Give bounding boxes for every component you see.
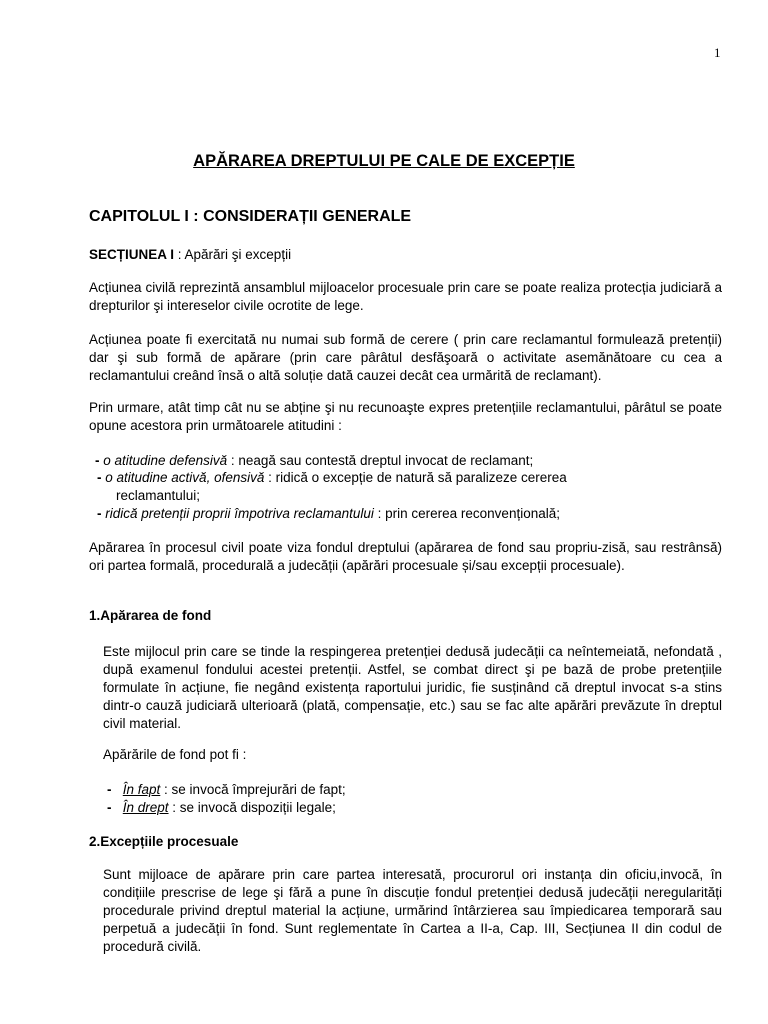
fond-term: În drept: [122, 800, 169, 815]
section-title: : Apărări şi excepții: [174, 247, 292, 262]
document-title: APĂRAREA DREPTULUI PE CALE DE EXCEPȚIE: [193, 152, 575, 170]
paragraph-1: Acțiunea civilă reprezintă ansamblul mijloacelor procesuale prin care se poate realiza protecția judiciară a drepturilor şi intereselor civile ocrotite de lege.: [89, 280, 722, 313]
fond-term: În fapt: [122, 782, 161, 797]
paragraph-5: Este mijlocul prin care se tinde la respingerea pretenției dedusă judecății ca neîntemeiată, nefondată , după examenul fondului acestei pretenții. Astfel, se combat direct şi pe bază de probe pretențiile formulate în acțiune, fie negând existența raportului juridic, fie susținând că dreptul invocat s-a stins dintr-o cauză judiciară ulterioară (plată, compensație, etc.) sau se fac alte apărări prevăzute în dreptul civil material.: [103, 644, 722, 731]
paragraph-3: Prin urmare, atât timp cât nu se abține şi nu recunoaşte expres pretențiile reclamantului, pârâtul se poate opune acestora prin următoarele atitudini :: [89, 400, 722, 433]
heading-number: 2.: [89, 834, 101, 849]
paragraph-7: Sunt mijloace de apărare prin care partea interesată, procurorul ori instanța din oficiu,invocă, în condițiile prescrise de lege şi fără a pune în discuție fondul pretenției dedusă judecății neregularități procedurale privind dreptul material la acțiune, urmărind întârzierea sau împiedicarea temporară sau perpetuă a judecății în fond. Sunt reglementate în Cartea a II-a, Cap. III, Secțiunea II din codul de procedură civilă.: [103, 867, 722, 954]
list-dash: -: [97, 470, 102, 485]
list-dash: -: [107, 782, 112, 797]
attitude-text: : ridică o excepție de natură să paralizeze cererea: [264, 470, 567, 485]
attitude-item-1: [95, 452, 533, 470]
heading-exceptiile-procesuale: [89, 834, 238, 849]
attitude-item-2-continuation: reclamantului;: [116, 488, 201, 503]
list-dash: -: [95, 453, 100, 468]
attitude-term: o atitudine activă, ofensivă: [101, 470, 265, 485]
fond-text: : se invocă împrejurări de fapt;: [160, 782, 346, 797]
attitude-item-3: [97, 505, 560, 523]
attitude-term: ridică pretenții proprii împotriva reclamantului: [101, 506, 374, 521]
section-heading: [89, 247, 291, 262]
attitude-text: : neagă sau contestă dreptul invocat de reclamant;: [227, 453, 534, 468]
paragraph-2: Acțiunea poate fi exercitată nu numai sub formă de cerere ( prin care reclamantul formulează pretenții) dar şi sub formă de apărare (prin care pârâtul desfăşoară o activitate asemănătoare cu cea a reclamantului creând însă o altă soluție dată cauzei decât cea urmărită de reclamant).: [89, 332, 722, 383]
page-number: 1: [714, 45, 721, 60]
attitude-text: : prin cererea reconvențională;: [373, 506, 560, 521]
fond-text: : se invocă dispoziții legale;: [168, 800, 336, 815]
fond-item-2: [107, 799, 336, 817]
paragraph-6: Apărările de fond pot fi :: [103, 747, 247, 762]
heading-apararea-de-fond: 1.Apărarea de fond: [89, 608, 212, 623]
list-dash: -: [97, 506, 102, 521]
paragraph-4: Apărarea în procesul civil poate viza fondul dreptului (apărarea de fond sau propriu-zisă, sau restrânsă) ori partea formală, procedurală a judecății (apărări procesuale și/sau excepții procesuale).: [89, 540, 722, 573]
attitude-term: o atitudine defensivă: [99, 453, 228, 468]
attitude-item-2: [97, 469, 567, 487]
fond-item-1: [107, 781, 346, 799]
heading-text: Excepțiile procesuale: [100, 834, 239, 849]
list-dash: -: [107, 800, 112, 815]
section-label: SECȚIUNEA I: [89, 247, 175, 262]
chapter-heading: CAPITOLUL I : CONSIDERAȚII GENERALE: [89, 208, 412, 225]
